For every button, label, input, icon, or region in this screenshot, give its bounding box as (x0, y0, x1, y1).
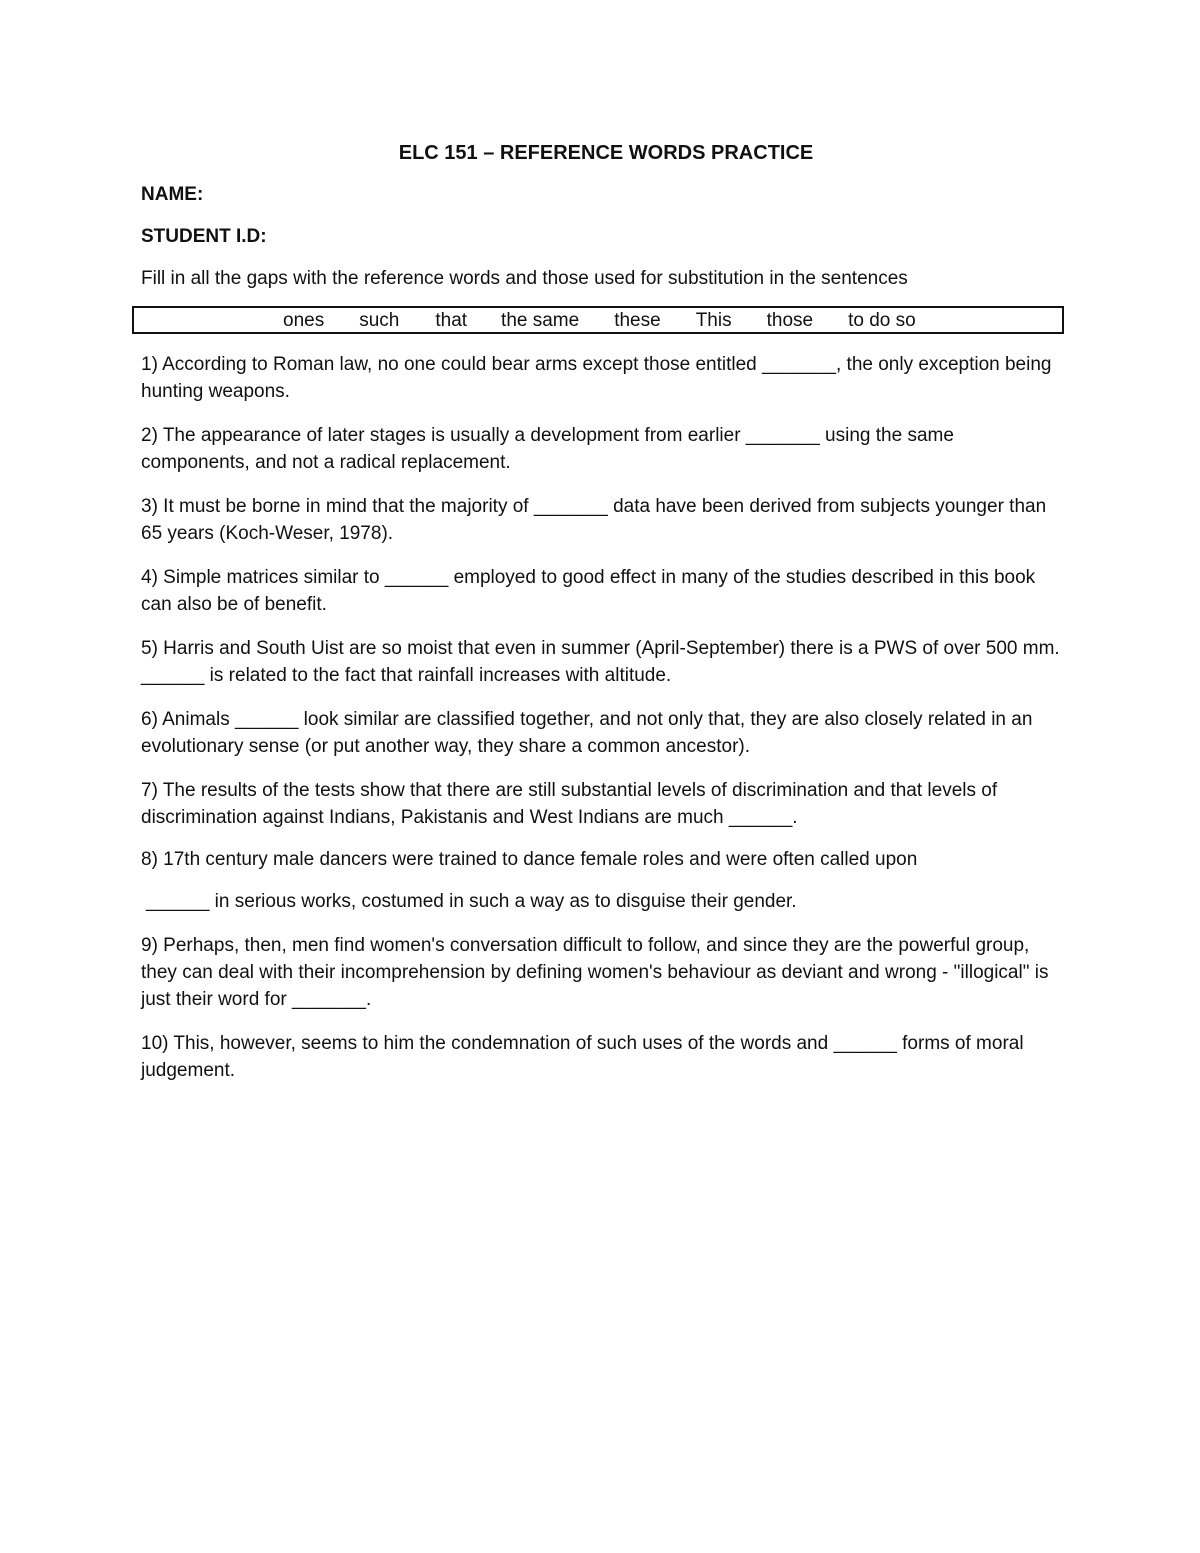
word-bank-box (132, 306, 1064, 334)
word-bank-item: the same (501, 310, 580, 331)
question-8-continuation: ______ in serious works, costumed in such a way as to disguise their gender. (146, 891, 797, 912)
word-bank-item: to do so (848, 310, 916, 331)
question-3: 3) It must be borne in mind that the majority of _______ data have been derived from subjects younger than 65 years (Koch-Weser, 1978). (141, 496, 1047, 544)
question-9: 9) Perhaps, then, men find women's conversation difficult to follow, and since they are the powerful group, they can deal with their incomprehension by defining women's behaviour as deviant and wrong - "illogical" is just their word for _______. (141, 935, 1049, 1010)
question-10: 10) This, however, seems to him the condemnation of such uses of the words and ______ forms of moral judgement. (141, 1033, 1024, 1081)
word-bank-item: ones (283, 310, 325, 331)
word-bank-item: those (766, 310, 814, 331)
question-8: 8) 17th century male dancers were trained to dance female roles and were often called upon (141, 849, 918, 870)
question-6: 6) Animals ______ look similar are classified together, and not only that, they are also closely related in an evolutionary sense (or put another way, they share a common ancestor). (141, 709, 1033, 757)
student-id-label: STUDENT I.D: (141, 226, 267, 247)
question-4: 4) Simple matrices similar to ______ employed to good effect in many of the studies described in this book can also be of benefit. (141, 567, 1036, 615)
name-label: NAME: (141, 184, 204, 205)
word-bank-item: these (614, 310, 661, 331)
question-1: 1) According to Roman law, no one could bear arms except those entitled _______, the only exception being hunting weapons. (141, 354, 1052, 402)
word-bank-item: This (695, 310, 732, 331)
question-2: 2) The appearance of later stages is usually a development from earlier _______ using the same components, and not a radical replacement. (141, 425, 954, 473)
word-bank-item: that (435, 310, 468, 331)
instructions: Fill in all the gaps with the reference words and those used for substitution in the sentences (141, 268, 908, 289)
page-title: ELC 151 – REFERENCE WORDS PRACTICE (398, 142, 814, 164)
worksheet (141, 139, 1071, 1084)
word-bank (283, 308, 916, 334)
question-5: 5) Harris and South Uist are so moist that even in summer (April-September) there is a PWS of over 500 mm. ______ is related to the fact that rainfall increases with altitude. (141, 638, 1060, 686)
word-bank-item: such (359, 310, 400, 331)
question-7: 7) The results of the tests show that there are still substantial levels of discrimination and that levels of discrimination against Indians, Pakistanis and West Indians are much ______. (141, 780, 998, 828)
